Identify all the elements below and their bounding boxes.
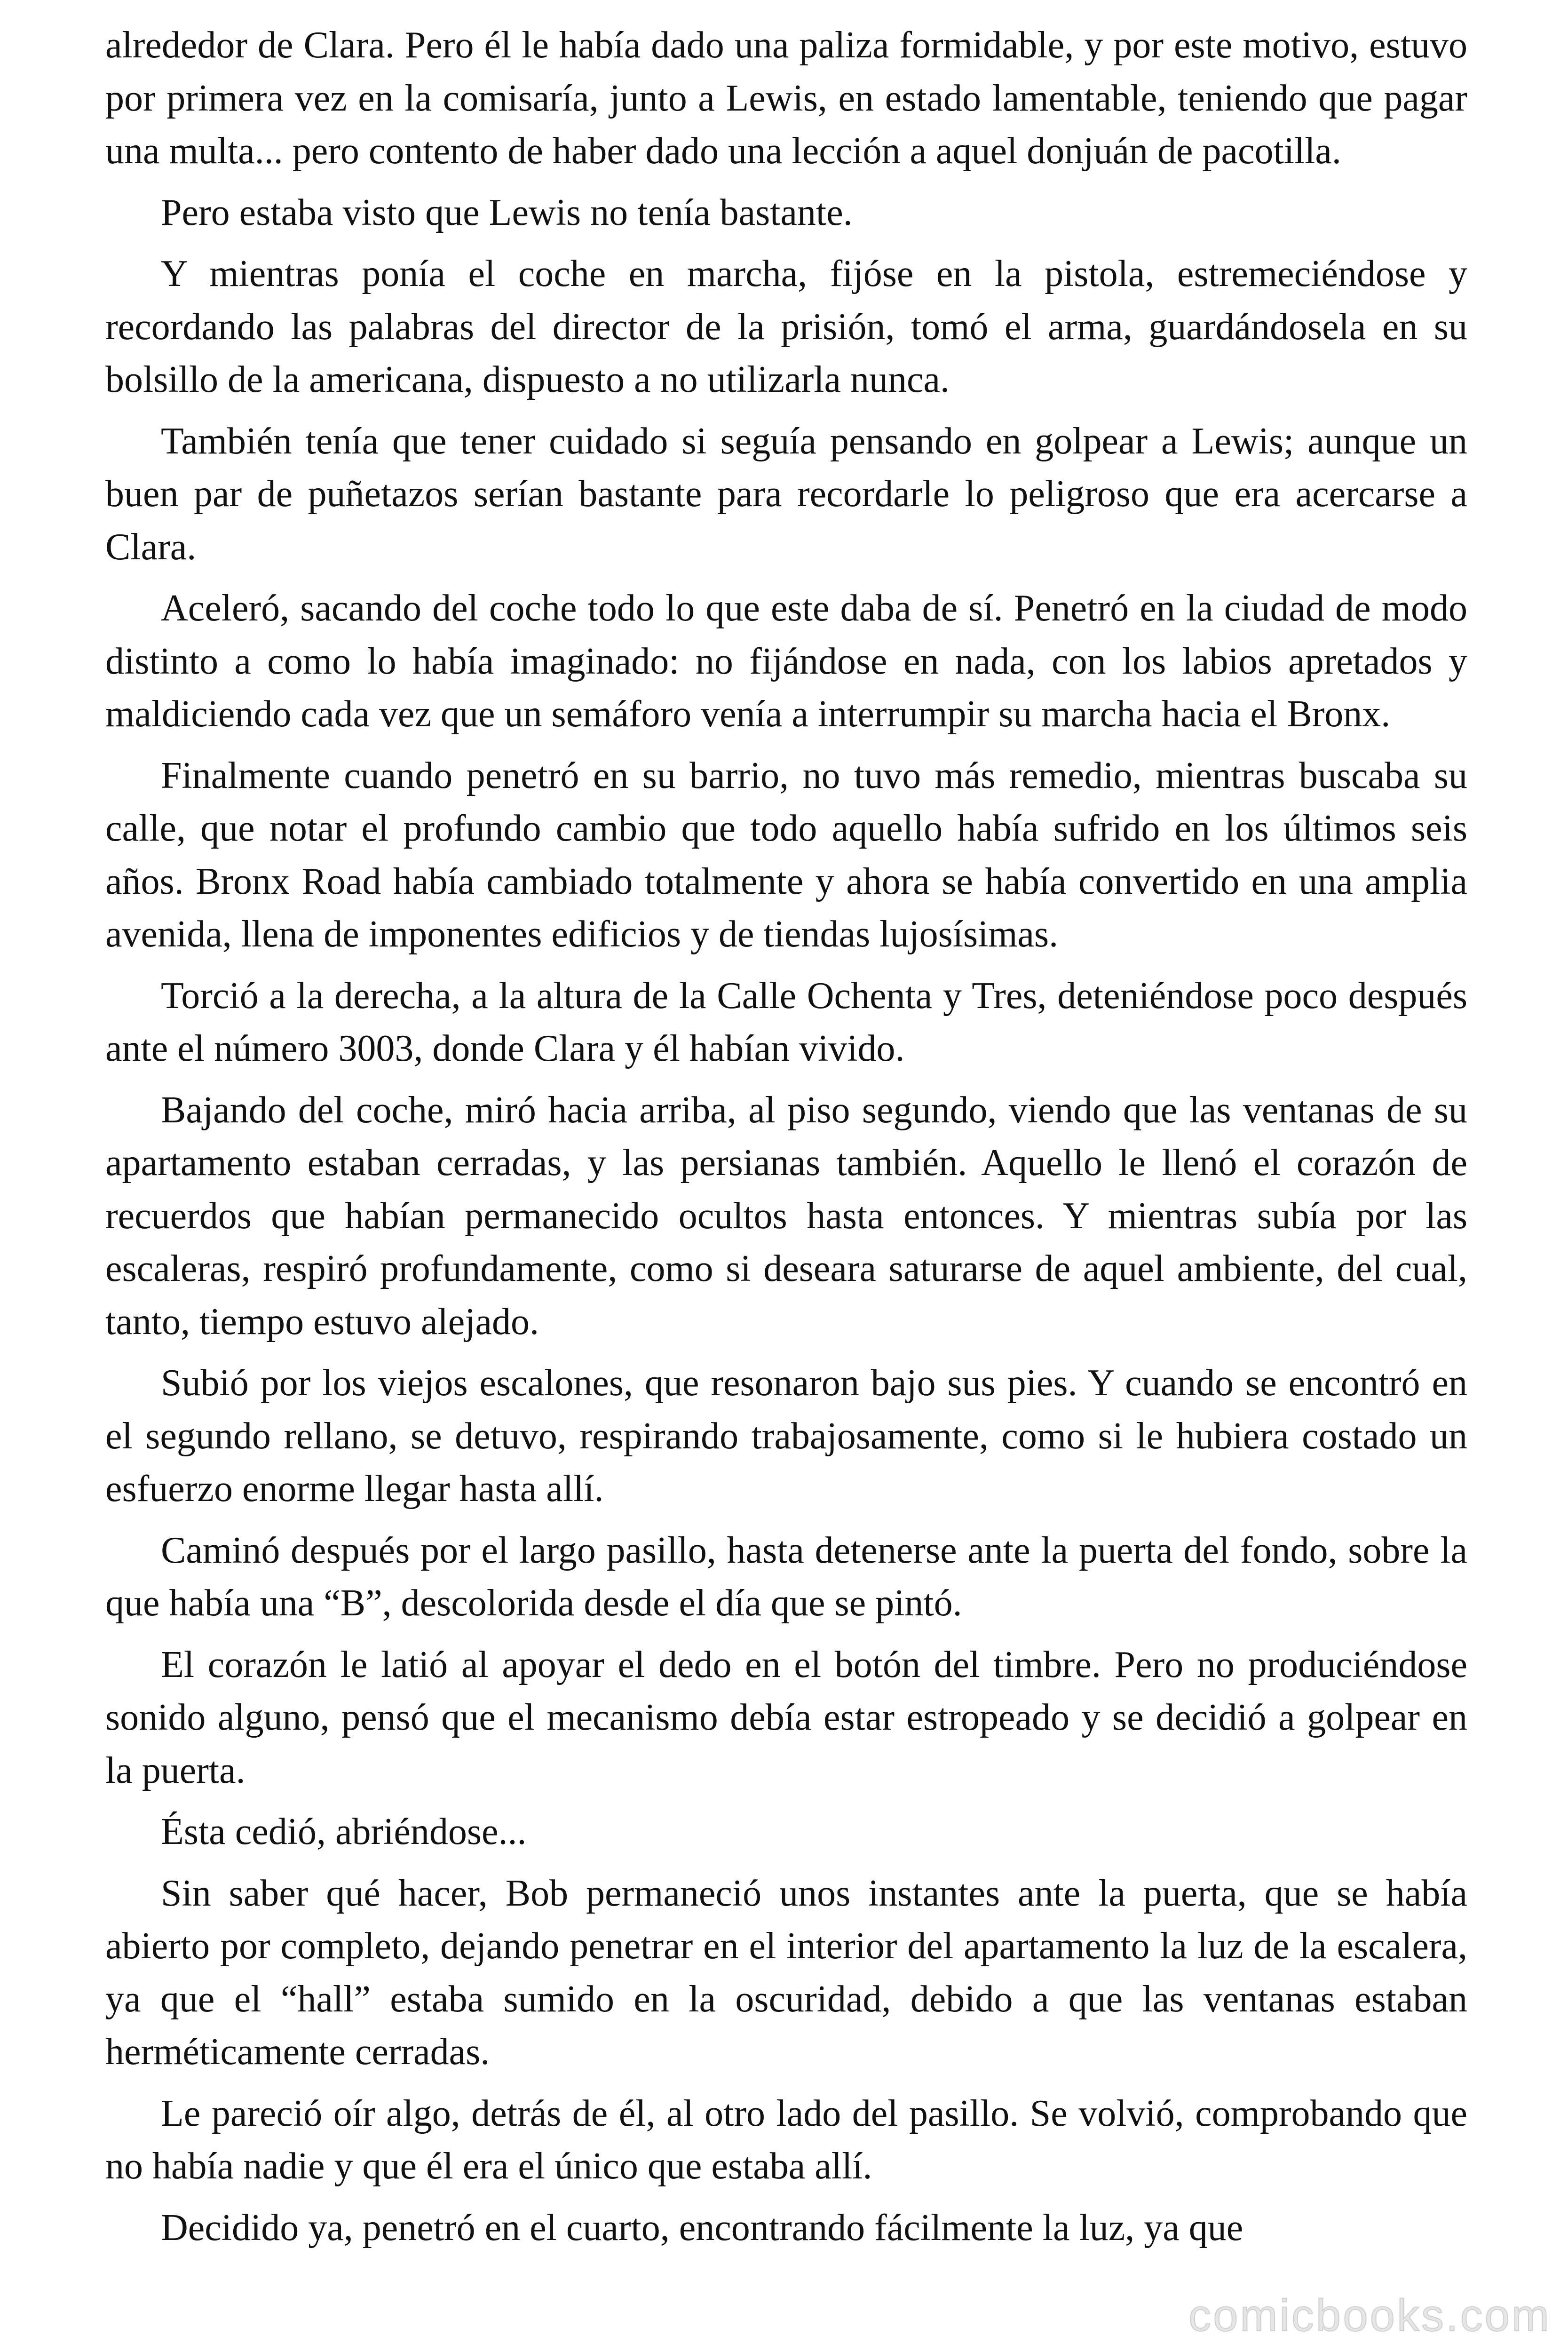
paragraph: El corazón le latió al apoyar el dedo en el botón del timbre. Pero no produciéndose sonido alguno, pensó que el mecanismo debía estar estropeado y se decidió a golpear en la puerta.: [105, 1644, 1467, 1791]
paragraph: alrededor de Clara. Pero él le había dado una paliza formidable, y por este motivo, estuvo por primera vez en la comisaría, junto a Lewis, en estado lamentable, teniendo que pagar una multa... pero contento de haber dado una lección a aquel donjuán de pacotilla.: [105, 24, 1467, 172]
paragraph: Le pareció oír algo, detrás de él, al otro lado del pasillo. Se volvió, comprobando que no había nadie y que él era el único que estaba allí.: [105, 2092, 1467, 2187]
paragraph: También tenía que tener cuidado si seguía pensando en golpear a Lewis; aunque un buen par de puñetazos serían bastante para recordarle lo peligroso que era acercarse a Clara.: [105, 420, 1467, 568]
paragraph: Subió por los viejos escalones, que resonaron bajo sus pies. Y cuando se encontró en el segundo rellano, se detuvo, respirando trabajosamente, como si le hubiera costado un esfuerzo enorme llegar hasta allí.: [105, 1362, 1467, 1510]
paragraph: Torció a la derecha, a la altura de la Calle Ochenta y Tres, deteniéndose poco después ante el número 3003, donde Clara y él habían vivido.: [105, 975, 1467, 1069]
paragraph: Ésta cedió, abriéndose...: [161, 1811, 527, 1852]
paragraph: Pero estaba visto que Lewis no tenía bastante.: [161, 191, 853, 233]
paragraph: Aceleró, sacando del coche todo lo que este daba de sí. Penetró en la ciudad de modo distinto a como lo había imaginado: no fijándose en nada, con los labios apretados y maldiciendo cada vez que un semáforo venía a interrumpir su marcha hacia el Bronx.: [105, 588, 1467, 735]
watermark: comicbooks.com: [1188, 2290, 1551, 2341]
paragraph: Sin saber qué hacer, Bob permaneció unos instantes ante la puerta, que se había abierto por completo, dejando penetrar en el interior del apartamento la luz de la escalera, ya que el “hall” estaba sumido en la oscuridad, debido a que las ventanas estaban herméticamente cerradas.: [105, 1872, 1467, 2073]
book-page-text: [105, 19, 1467, 2263]
paragraph: Finalmente cuando penetró en su barrio, no tuvo más remedio, mientras buscaba su calle, que notar el profundo cambio que todo aquello había sufrido en los últimos seis años. Bronx Road había cambiado totalmente y ahora se había convertido en una amplia avenida, llena de imponentes edificios y de tiendas lujosísimas.: [105, 755, 1467, 955]
paragraph: Decidido ya, penetró en el cuarto, encontrando fácilmente la luz, ya que: [161, 2207, 1243, 2249]
paragraph: Bajando del coche, miró hacia arriba, al piso segundo, viendo que las ventanas de su apartamento estaban cerradas, y las persianas también. Aquello le llenó el corazón de recuerdos que habían permanecido ocultos hasta entonces. Y mientras subía por las escaleras, respiró profundamente, como si deseara saturarse de aquel ambiente, del cual, tanto, tiempo estuvo alejado.: [105, 1089, 1467, 1343]
paragraph: Caminó después por el largo pasillo, hasta detenerse ante la puerta del fondo, sobre la que había una “B”, descolorida desde el día que se pintó.: [105, 1529, 1467, 1624]
paragraph: Y mientras ponía el coche en marcha, fijóse en la pistola, estremeciéndose y recordando las palabras del director de la prisión, tomó el arma, guardándosela en su bolsillo de la americana, dispuesto a no utilizarla nunca.: [105, 253, 1467, 400]
